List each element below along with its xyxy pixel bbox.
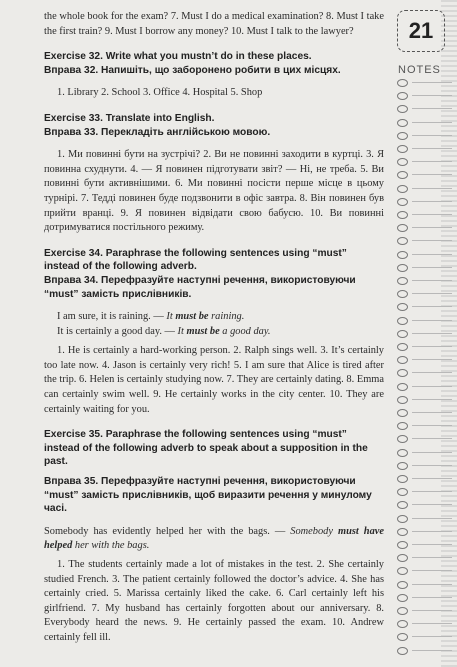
binding-ring bbox=[397, 462, 408, 470]
note-line bbox=[412, 95, 452, 96]
exercise-32-title-en: Exercise 32. Write what you mustn’t do in these places. bbox=[44, 51, 312, 63]
note-line bbox=[412, 174, 452, 175]
note-line bbox=[412, 306, 452, 307]
binding-ring bbox=[397, 541, 408, 549]
binding-ring bbox=[397, 264, 408, 272]
note-line bbox=[412, 465, 452, 466]
note-line bbox=[412, 650, 452, 651]
exercise-34-example-2: It is certainly a good day. — It must be a good day. bbox=[57, 325, 271, 337]
note-line bbox=[412, 504, 452, 505]
note-line bbox=[412, 293, 452, 294]
binding-ring bbox=[397, 396, 408, 404]
binding-ring bbox=[397, 198, 408, 206]
note-line bbox=[412, 267, 452, 268]
note-line bbox=[412, 214, 452, 215]
exercise-34-title-uk: Вправа 34. Перефразуйте наступні речення, використовуючи “must” замість прислівників. bbox=[44, 274, 356, 300]
binding-ring bbox=[397, 594, 408, 602]
note-line bbox=[412, 531, 452, 532]
binding-ring bbox=[397, 330, 408, 338]
page-number: 21 bbox=[397, 10, 445, 52]
note-line bbox=[412, 372, 452, 373]
note-line bbox=[412, 636, 452, 637]
note-line bbox=[412, 148, 452, 149]
exercise-34-body: 1. He is certainly a hard-working person. 2. Ralph sings well. 3. It’s certainly too late now. 4. Jason is certainly very rich! 5. I am sure that Alice is tired after the trip. 6. Helen is certainly studying now. 7. They are certainly dating. 8. Emma can certainly swim well. 9. He certainly works in the city center. 10. They are certainly waiting for you. bbox=[44, 345, 384, 415]
exercise-33-body: 1. Ми повинні бути на зустрічі? 2. Ви не повинні заходити в куртці. 3. Я повинна схуднути. 4. — Я повинен підготувати звіт? — Ні, не треба. 5. Ви повинні бути активнішими. 6. Ми повинні посісти перше місце в цьому турнірі. 7. Тедді повинен буде подзвонити в офіс завтра. 8. Він повинен був прийти вранці. 9. Я повинен відвідати свою бабусю. 10. Ви повинні дотримуватися постільного режиму. bbox=[44, 149, 384, 234]
binding-ring bbox=[397, 277, 408, 285]
binding-ring bbox=[397, 251, 408, 259]
exercise-35-body: 1. The students certainly made a lot of mistakes in the test. 2. She certainly studied French. 3. The patient certainly followed the doctor’s advice. 4. She has certainly cried. 5. Marissa certainly liked the cake. 6. Carl certainly left his girlfriend. 7. My husband has certainly forgotten about our anniversary. 8. Everybody heard the news. 9. He certainly passed the exam. 10. Andrew certainly fell ill. bbox=[44, 559, 384, 643]
note-line bbox=[412, 623, 452, 624]
exercise-32-title-uk: Вправа 32. Напишіть, що заборонено робити в цих місцях. bbox=[44, 64, 341, 76]
binding-ring bbox=[397, 317, 408, 325]
note-line bbox=[412, 544, 452, 545]
note-line bbox=[412, 122, 452, 123]
binding-ring bbox=[397, 581, 408, 589]
note-line bbox=[412, 188, 452, 189]
exercise-33-title-uk: Вправа 33. Перекладіть англійською мовою. bbox=[44, 126, 271, 138]
note-line bbox=[412, 320, 452, 321]
note-line bbox=[412, 518, 452, 519]
note-line bbox=[412, 386, 452, 387]
note-line bbox=[412, 584, 452, 585]
note-line bbox=[412, 280, 452, 281]
binding-ring bbox=[397, 647, 408, 655]
note-line bbox=[412, 478, 452, 479]
note-line bbox=[412, 227, 452, 228]
note-line bbox=[412, 557, 452, 558]
binding-ring bbox=[397, 119, 408, 127]
note-line bbox=[412, 135, 452, 136]
main-text-column bbox=[44, 10, 384, 646]
binding-ring bbox=[397, 515, 408, 523]
note-line bbox=[412, 412, 452, 413]
binding-ring bbox=[397, 79, 408, 87]
exercise-35-title-en: Exercise 35. Paraphrase the following sentences using “must” instead of the following adverb to speak about a supposition in the past. bbox=[44, 429, 368, 468]
exercise-34-title-en: Exercise 34. Paraphrase the following sentences using “must” instead of the following adverb. bbox=[44, 247, 347, 273]
note-line bbox=[412, 108, 452, 109]
exercise-35-example: Somebody has evidently helped her with the bags. — Somebody must have helped her with the bags. bbox=[44, 525, 384, 552]
note-line bbox=[412, 597, 452, 598]
binding-ring bbox=[397, 145, 408, 153]
note-line bbox=[412, 399, 452, 400]
intro-text: the whole book for the exam? 7. Must I do a medical examination? 8. Must I take the first train? 9. Must I borrow any money? 10. Must I talk to the lawyer? bbox=[44, 11, 384, 37]
note-line bbox=[412, 425, 452, 426]
note-line bbox=[412, 254, 452, 255]
binding-ring bbox=[397, 475, 408, 483]
notes-label: NOTES bbox=[398, 64, 441, 76]
binding-ring bbox=[397, 607, 408, 615]
binding-ring bbox=[397, 343, 408, 351]
note-line bbox=[412, 491, 452, 492]
exercise-32-body: 1. Library 2. School 3. Office 4. Hospital 5. Shop bbox=[57, 87, 263, 99]
note-line bbox=[412, 201, 452, 202]
binding-ring bbox=[397, 449, 408, 457]
binding-ring bbox=[397, 383, 408, 391]
exercise-35-title-uk: Вправа 35. Перефразуйте наступні речення, використовуючи “must” замість прислівників, щоб виразити речення у минулому часі. bbox=[44, 476, 372, 515]
note-line bbox=[412, 240, 452, 241]
note-line bbox=[412, 346, 452, 347]
note-line bbox=[412, 610, 452, 611]
note-line bbox=[412, 161, 452, 162]
note-line bbox=[412, 570, 452, 571]
note-line bbox=[412, 452, 452, 453]
exercise-33-title-en: Exercise 33. Translate into English. bbox=[44, 112, 215, 124]
note-line bbox=[412, 333, 452, 334]
binding-ring bbox=[397, 211, 408, 219]
binding-ring bbox=[397, 132, 408, 140]
note-line bbox=[412, 359, 452, 360]
binding-ring bbox=[397, 185, 408, 193]
note-line bbox=[412, 438, 452, 439]
note-line bbox=[412, 82, 452, 83]
binding-ring bbox=[397, 409, 408, 417]
binding-ring bbox=[397, 528, 408, 536]
exercise-34-example-1: I am sure, it is raining. — It must be raining. bbox=[57, 311, 245, 323]
